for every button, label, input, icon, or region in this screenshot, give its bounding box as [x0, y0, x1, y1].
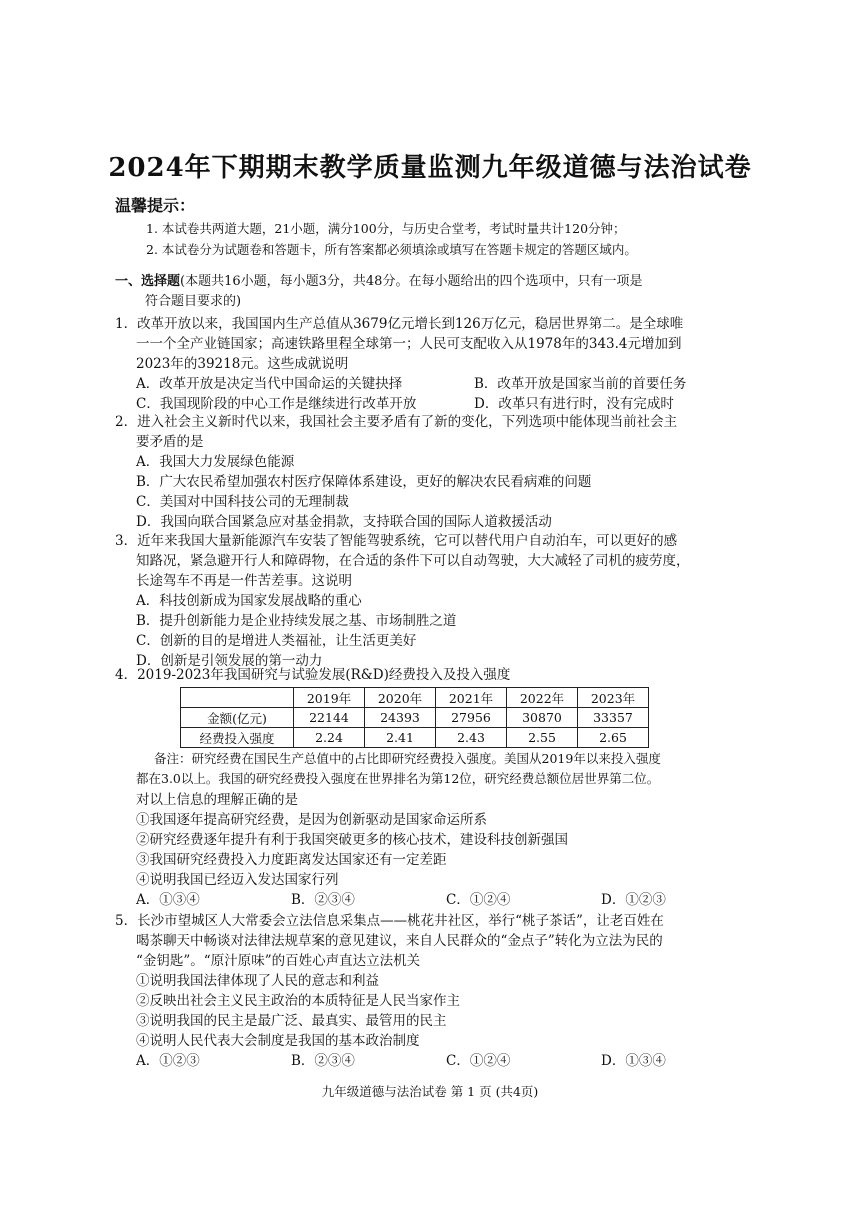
table-cell: 2.41 — [365, 728, 436, 748]
statement: ④说明人民代表大会制度是我国的基本政治制度 — [136, 1033, 420, 1049]
question-text: “金钥匙”。“原汁原味”的百姓心声直达立法机关 — [136, 953, 421, 969]
table-cell — [181, 688, 294, 708]
question-text: 1．改革开放以来，我国国内生产总值从3679亿元增长到126万亿元，稳居世界第二。是全球唯 — [115, 316, 684, 332]
option-b: B．广大农民希望加强农村医疗保障体系建设，更好的解决农民看病难的问题 — [136, 474, 592, 490]
option-d: D．我国向联合国紧急应对基金捐款，支持联合国的国际人道救援活动 — [136, 514, 552, 530]
table-cell: 24393 — [365, 708, 436, 728]
section-title: 一、选择题 — [115, 274, 181, 289]
page-footer: 九年级道德与法治试卷 第 1 页 (共4页) — [321, 1084, 539, 1099]
question-text: 2023年的39218元。这些成就说明 — [136, 356, 349, 372]
question-text: 2．进入社会主义新时代以来，我国社会主要矛盾有了新的变化，下列选项中能体现当前社会主 — [115, 414, 678, 430]
question-text: 4．2019-2023年我国研究与试验发展(R&D)经费投入及投入强度 — [115, 667, 511, 683]
option-b: B．提升创新能力是企业持续发展之基、市场制胜之道 — [136, 613, 457, 629]
option-d: D．①③④ — [601, 1053, 666, 1069]
table-note — [136, 749, 661, 789]
option-a: A．我国大力发展绿色能源 — [136, 454, 295, 470]
table-cell: 22144 — [294, 708, 365, 728]
options-row — [115, 394, 686, 414]
page-title: 2024年下期期末教学质量监测九年级道德与法治试卷 — [108, 153, 752, 183]
statement: ④说明我国已经迈入发达国家行列 — [136, 872, 339, 888]
table-cell: 30870 — [507, 708, 578, 728]
option-b: B．②③④ — [291, 892, 355, 908]
options-row — [115, 890, 666, 910]
table-cell: 2.65 — [578, 728, 649, 748]
rd-funding-table — [180, 687, 649, 748]
question-2 — [115, 412, 677, 532]
table-cell: 2.43 — [436, 728, 507, 748]
tip-item: 1. 本试卷共两道大题，21小题，满分100分，与历史合堂考，考试时量共计120分钟； — [146, 221, 626, 236]
table-cell: 33357 — [578, 708, 649, 728]
question-text: 喝茶聊天中畅谈对法律法规草案的意见建议，来自人民群众的“金点子”转化为立法为民的 — [136, 933, 663, 949]
options-row — [115, 1051, 666, 1071]
option-c: C．我国现阶段的中心工作是继续进行改革开放 — [136, 396, 417, 412]
question-5 — [115, 911, 666, 1071]
option-c: C．①②④ — [446, 892, 511, 908]
table-header-row — [181, 688, 649, 708]
question-text: 一一个全产业链国家；高速铁路里程全球第一；人民可支配收入从1978年的343.4元增加到 — [136, 336, 682, 352]
table-cell: 2.24 — [294, 728, 365, 748]
question-3 — [115, 531, 690, 671]
statement: ③说明我国的民主是最广泛、最真实、最管用的民主 — [136, 1013, 447, 1029]
table-cell: 2020年 — [365, 688, 436, 708]
question-text: 5．长沙市望城区人大常委会立法信息采集点——桃花井社区，举行“桃子茶话”，让老百姓在 — [115, 913, 664, 929]
table-cell: 2021年 — [436, 688, 507, 708]
options-row — [115, 374, 686, 394]
option-d: D．改革只有进行时，没有完成时 — [474, 396, 674, 412]
option-c: C．创新的目的是增进人类福祉，让生活更美好 — [136, 633, 417, 649]
statement: ①我国逐年提高研究经费，是因为创新驱动是国家命运所系 — [136, 812, 487, 828]
option-c: C．美国对中国科技公司的无理制裁 — [136, 494, 349, 510]
question-4-body — [115, 790, 666, 910]
statement: ①说明我国法律体现了人民的意志和利益 — [136, 973, 379, 989]
option-a: A．①③④ — [136, 892, 200, 908]
section-desc: (本题共16小题，每小题3分，共48分。在每小题给出的四个选项中，只有一项是 — [180, 274, 643, 289]
option-d: D．①②③ — [601, 892, 666, 908]
section-desc-cont: 符合题目要求的) — [145, 294, 242, 309]
option-c: C．①②④ — [446, 1053, 511, 1069]
option-a: A．科技创新成为国家发展战略的重心 — [136, 593, 362, 609]
question-text: 3．近年来我国大量新能源汽车安装了智能驾驶系统，它可以替代用户自动泊车，可以更好的感 — [115, 533, 678, 549]
section-header — [115, 272, 642, 312]
statement: ③我国研究经费投入力度距离发达国家还有一定差距 — [136, 852, 447, 868]
table-cell: 2022年 — [507, 688, 578, 708]
tips-list — [146, 218, 637, 260]
option-a: A．改革开放是决定当代中国命运的关键抉择 — [136, 376, 403, 392]
question-text: 要矛盾的是 — [136, 434, 204, 450]
tips-heading: 温馨提示： — [115, 196, 196, 215]
statement: ②反映出社会主义民主政治的本质特征是人民当家作主 — [136, 993, 460, 1009]
option-b: B．②③④ — [291, 1053, 355, 1069]
option-b: B．改革开放是国家当前的首要任务 — [474, 376, 687, 392]
question-text: 知路况，紧急避开行人和障碍物，在合适的条件下可以自动驾驶，大大减轻了司机的疲劳度， — [136, 553, 690, 569]
option-a: A．①②③ — [136, 1053, 200, 1069]
table-cell: 2023年 — [578, 688, 649, 708]
question-4 — [115, 665, 510, 685]
table-cell: 2019年 — [294, 688, 365, 708]
tip-item: 2. 本试卷分为试题卷和答题卡，所有答案都必须填涂或填写在答题卡规定的答题区域内。 — [146, 242, 637, 257]
table-cell: 经费投入强度 — [181, 728, 294, 748]
question-ask: 对以上信息的理解正确的是 — [136, 792, 298, 808]
note-line: 都在3.0以上。我国的研究经费投入强度在世界排名为第12位，研究经费总额位居世界第二位。 — [136, 771, 660, 786]
question-1 — [115, 314, 686, 414]
question-text: 长途驾车不再是一件苦差事。这说明 — [136, 573, 352, 589]
table-cell: 2.55 — [507, 728, 578, 748]
table-cell: 金额(亿元) — [181, 708, 294, 728]
table-row — [181, 708, 649, 728]
table-row — [181, 728, 649, 748]
table-cell: 27956 — [436, 708, 507, 728]
option-d: D．创新是引领发展的第一动力 — [136, 653, 323, 669]
statement: ②研究经费逐年提升有利于我国突破更多的核心技术，建设科技创新强国 — [136, 832, 568, 848]
note-line: 备注：研究经费在国民生产总值中的占比即研究经费投入强度。美国从2019年以来投入强度 — [154, 751, 661, 766]
